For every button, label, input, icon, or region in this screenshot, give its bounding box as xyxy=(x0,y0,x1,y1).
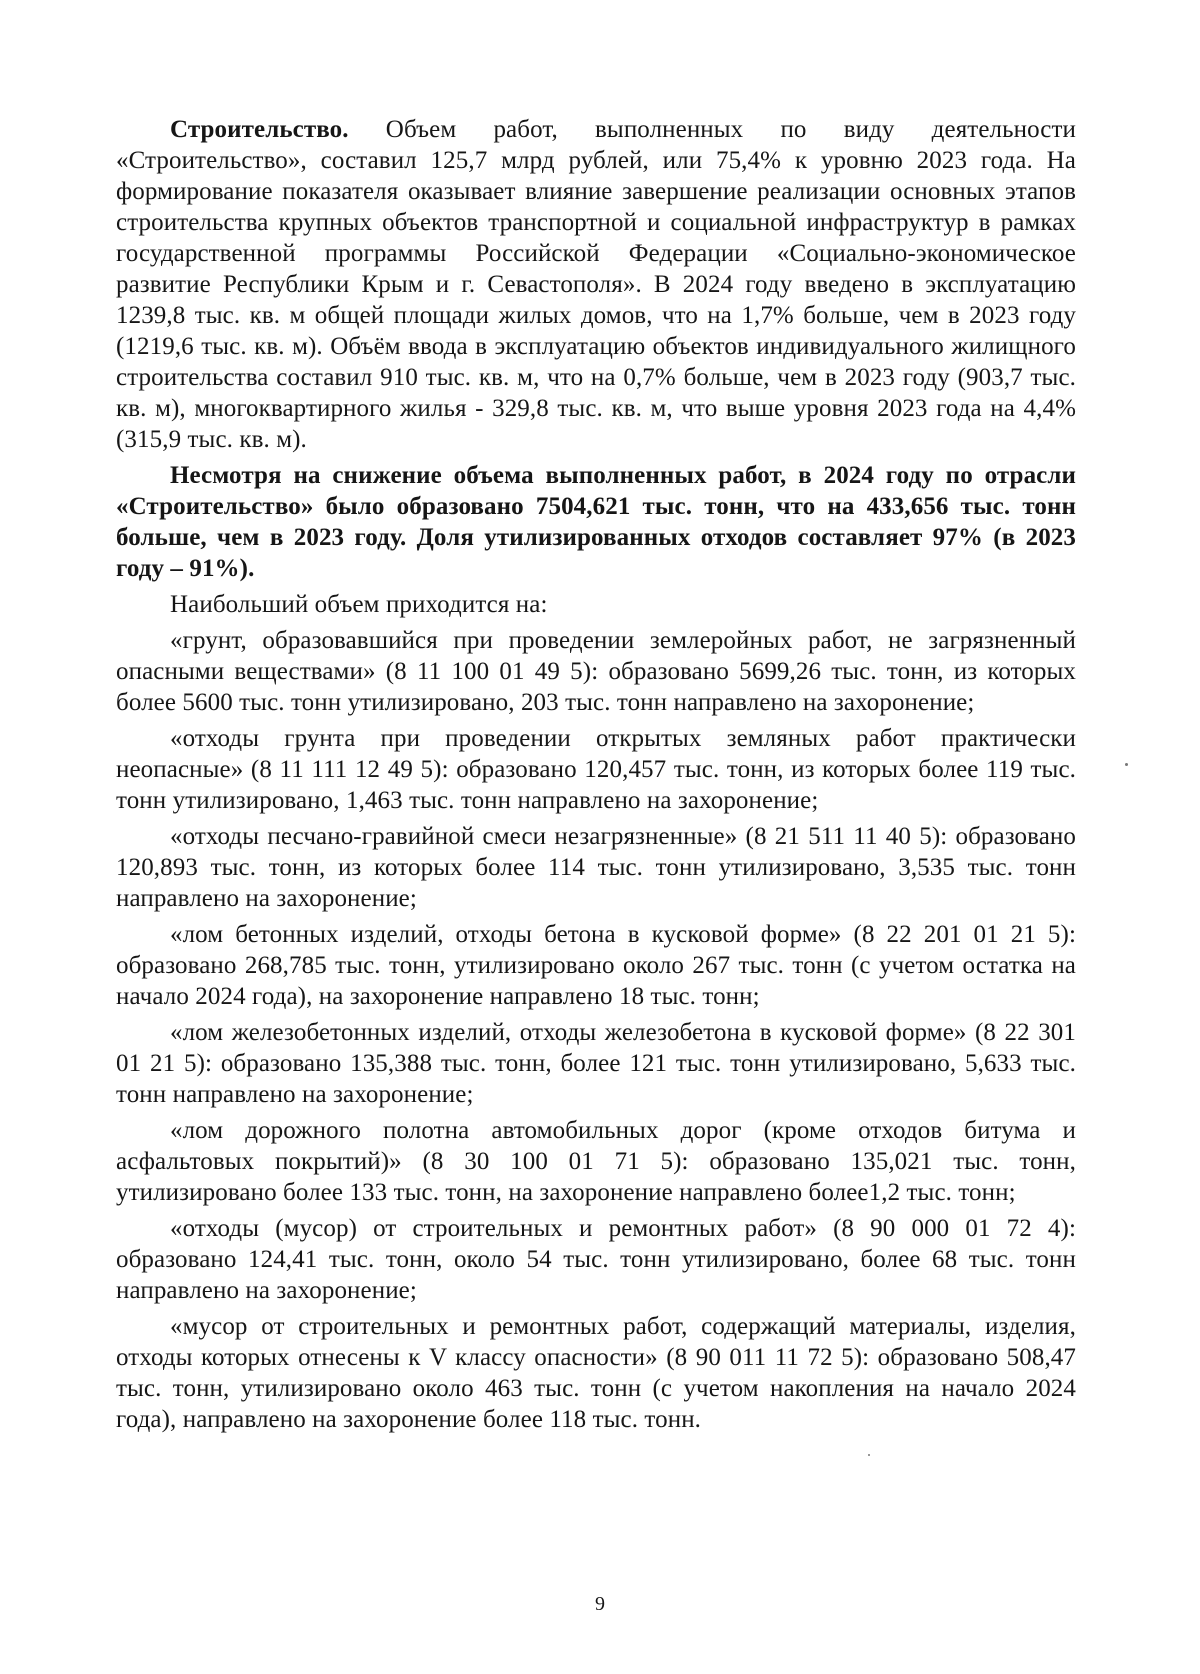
paragraph-concrete-scrap: «лом бетонных изделий, отходы бетона в кусковой форме» (8 22 201 01 21 5): образовано 268,785 тыс. тонн, утилизировано около 267 тыс. тонн (с учетом остатка на начало 2024 года), на захоронение направлено 18 тыс. тонн; xyxy=(116,921,1076,1010)
page-number: 9 xyxy=(595,1593,605,1615)
paragraph-lead-heading: Строительство. xyxy=(170,116,349,143)
paragraph-class-v-debris: «мусор от строительных и ремонтных работ, содержащий материалы, изделия, отходы которых отнесены к V классу опасности» (8 90 011 11 72 5): образовано 508,47 тыс. тонн, утилизировано около 463 тыс. тонн (с учетом накопления на начало 2024 года), направлено на захоронение более 118 тыс. тонн. xyxy=(116,1313,1076,1433)
paragraph-soil-waste: «грунт, образовавшийся при проведении землеройных работ, не загрязненный опасными веществами» (8 11 100 01 49 5): образовано 5699,26 тыс. тонн, из которых более 5600 тыс. тонн утилизировано, 203 тыс. тонн направлено на захоронение; xyxy=(116,627,1076,716)
paragraph-construction-debris: «отходы (мусор) от строительных и ремонтных работ» (8 90 000 01 72 4): образовано 124,41 тыс. тонн, около 54 тыс. тонн утилизировано, более 68 тыс. тонн направлено на захоронение; xyxy=(116,1215,1076,1304)
scan-speck xyxy=(868,1454,870,1456)
paragraph-text: Объем работ, выполненных по виду деятельности «Строительство», составил 125,7 млрд рублей, или 75,4% к уровню 2023 года. На формирование показателя оказывает влияние завершение реализации основных этапов строительства крупных объектов транспортной и социальной инфраструктур в рамках государственной программы Российской Федерации «Социально-экономическое развитие Республики Крым и г. Севастополя». В 2024 году введено в эксплуатацию 1239,8 тыс. кв. м общей площади жилых домов, что на 1,7% больше, чем в 2023 году (1219,6 тыс. кв. м). Объём ввода в эксплуатацию объектов индивидуального жилищного строительства составил 910 тыс. кв. м, что на 0,7% больше, чем в 2023 году (903,7 тыс. кв. м), многоквартирного жилья - 329,8 тыс. кв. м, что выше уровня 2023 года на 4,4% (315,9 тыс. кв. м). xyxy=(116,116,1076,453)
paragraph-reinforced-concrete-scrap: «лом железобетонных изделий, отходы железобетона в кусковой форме» (8 22 301 01 21 5): образовано 135,388 тыс. тонн, более 121 тыс. тонн утилизировано, 5,633 тыс. тонн направлено на захоронение; xyxy=(116,1019,1076,1108)
paragraph-soil-excavation-waste: «отходы грунта при проведении открытых земляных работ практически неопасные» (8 11 111 12 49 5): образовано 120,457 тыс. тонн, из которых более 119 тыс. тонн утилизировано, 1,463 тыс. тонн направлено на захоронение; xyxy=(116,725,1076,814)
scan-speck xyxy=(1125,763,1128,766)
paragraph-construction-summary xyxy=(116,114,1076,455)
paragraph-sand-gravel-waste: «отходы песчано-гравийной смеси незагрязненные» (8 21 511 11 40 5): образовано 120,893 тыс. тонн, из которых более 114 тыс. тонн утилизировано, 3,535 тыс. тонн направлено на захоронение; xyxy=(116,823,1076,912)
document-body xyxy=(116,114,1076,1440)
paragraph-road-surface-scrap: «лом дорожного полотна автомобильных дорог (кроме отходов битума и асфальтовых покрытий)» (8 30 100 01 71 5): образовано 135,021 тыс. тонн, утилизировано более 133 тыс. тонн, на захоронение направлено более1,2 тыс. тонн; xyxy=(116,1117,1076,1206)
paragraph-largest-volume-intro: Наибольший объем приходится на: xyxy=(170,591,548,618)
paragraph-waste-summary: Несмотря на снижение объема выполненных работ, в 2024 году по отрасли «Строительство» было образовано 7504,621 тыс. тонн, что на 433,656 тыс. тонн больше, чем в 2023 году. Доля утилизированных отходов составляет 97% (в 2023 году – 91%). xyxy=(116,462,1076,582)
